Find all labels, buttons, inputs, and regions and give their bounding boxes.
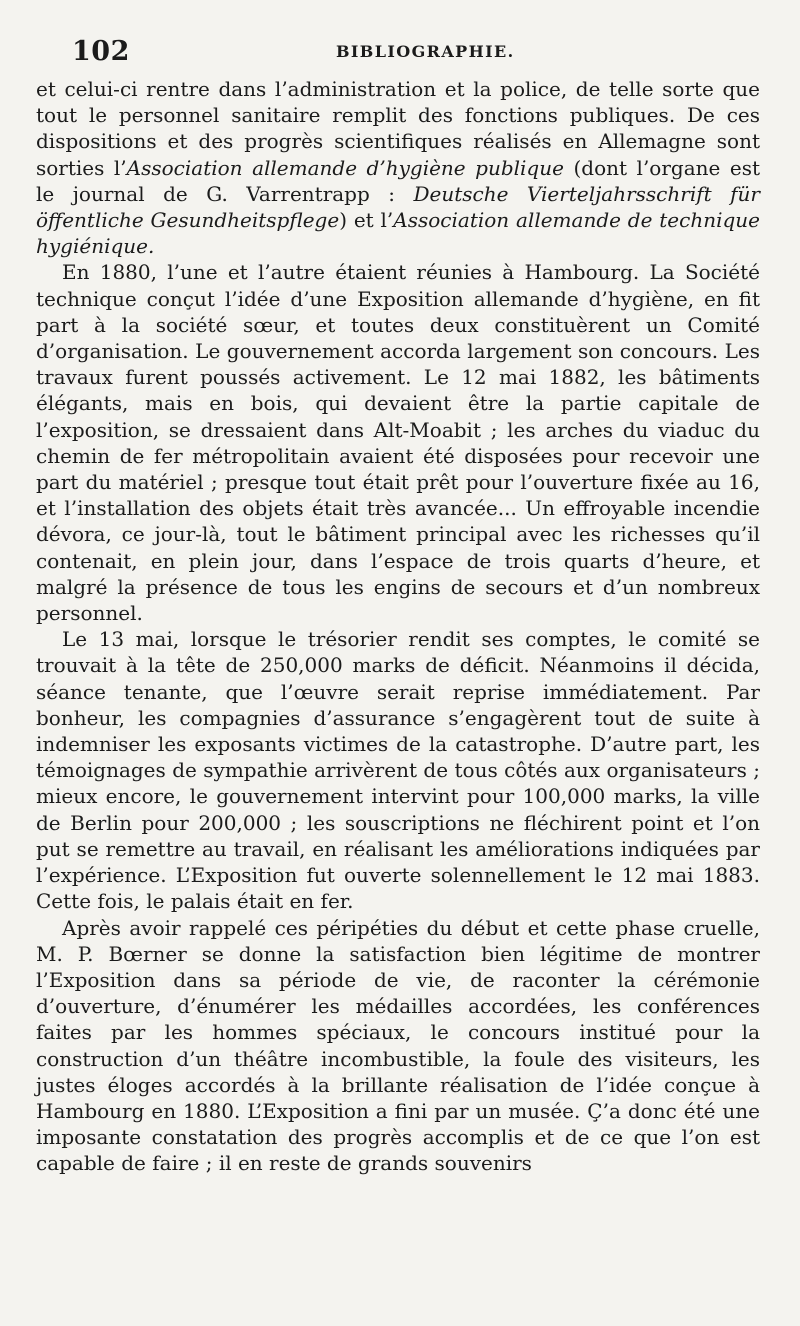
text-run: Le 13 mai, lorsque le trésorier rendit ses comptes, le comité se trouvait à la tête de 250,000 marks de déficit. Néanmoins il décida, séance tenante, que l’œuvre serait reprise immédiatement. Par bonheur, les compagnies d’assurance s’engagèrent tout de suite à indemniser les exposants victimes de la catastrophe. D’autre part, les témoignages de sympathie arrivèrent de tous côtés aux organisateurs ; mieux encore, le gouvernement intervint pour 100,000 marks, la ville de Berlin pour 200,000 ; les souscriptions ne fléchirent point et l’on put se remettre au travail, en réalisant les améliorations indiquées par l’expérience. L’Exposition fut ouverte solennellement le 12 mai 1883. Cette fois, le palais était en fer. [36, 627, 760, 914]
running-head: BIBLIOGRAPHIE. [336, 42, 515, 61]
text-run: Après avoir rappelé ces péripéties du début et cette phase cruelle, M. P. Bœrner se donne la satisfaction bien légitime de montrer l’Exposition dans sa période de vie, de raconter la cérémonie d’ouverture, d’énumérer les médailles accordées, les conférences faites par les hommes spéciaux, le concours institué pour la construction d’un théâtre incombustible, la foule des visiteurs, les justes éloges accordés à la brillante réalisation de l’idée conçue à Hambourg en 1880. L’Exposition a fini par un musée. Ç’a donc été une imposante constatation des progrès accomplis et de ce que l’on est capable de faire ; il en reste de grands souvenirs [36, 915, 760, 1176]
paragraph [36, 915, 760, 1177]
paragraph [36, 259, 760, 626]
paragraph [36, 626, 760, 914]
page-number: 102 [72, 36, 130, 67]
paragraph [36, 76, 760, 259]
text-run: En 1880, l’une et l’autre étaient réunies à Hambourg. La Société technique conçut l’idée d’une Exposition allemande d’hygiène, en fit part à la société sœur, et toutes deux constituèrent un Comité d’organisation. Le gouvernement accorda largement son concours. Les travaux furent poussés activement. Le 12 mai 1882, les bâtiments élégants, mais en bois, qui devaient être la partie capitale de l’exposition, se dressaient dans Alt-Moabit ; les arches du viaduc du chemin de fer métropolitain avaient été disposées pour recevoir une part du matériel ; presque tout était prêt pour l’ouverture fixée au 16, et l’installation des objets était très avancée... Un effroyable incendie dévora, ce jour-là, tout le bâtiment principal avec les richesses qu’il contenait, en plein jour, dans l’espace de trois quarts d’heure, et malgré la présence de tous les engins de secours et d’un nombreux personnel. [36, 260, 760, 626]
italic-text: Association allemande d’hygiène publique [126, 155, 564, 180]
italic-text: Deutsche Vierteljahrsschrift für öffentliche Gesundheitspflege [36, 181, 760, 233]
text-run: et celui-ci rentre dans l’administration et la police, de telle sorte que tout le personnel sanitaire remplit des fonctions publiques. De ces dispositions et des progrès scientifiques réalisés en Allemagne sont sorties l’ [36, 77, 760, 180]
text-run: ) et l’ [339, 208, 394, 233]
page-header [36, 0, 760, 76]
body-text [36, 76, 760, 1177]
text-run: (dont l’organe est le journal de G. Varrentrapp : [36, 155, 760, 206]
italic-text: Association allemande de technique hygiénique. [36, 208, 760, 259]
